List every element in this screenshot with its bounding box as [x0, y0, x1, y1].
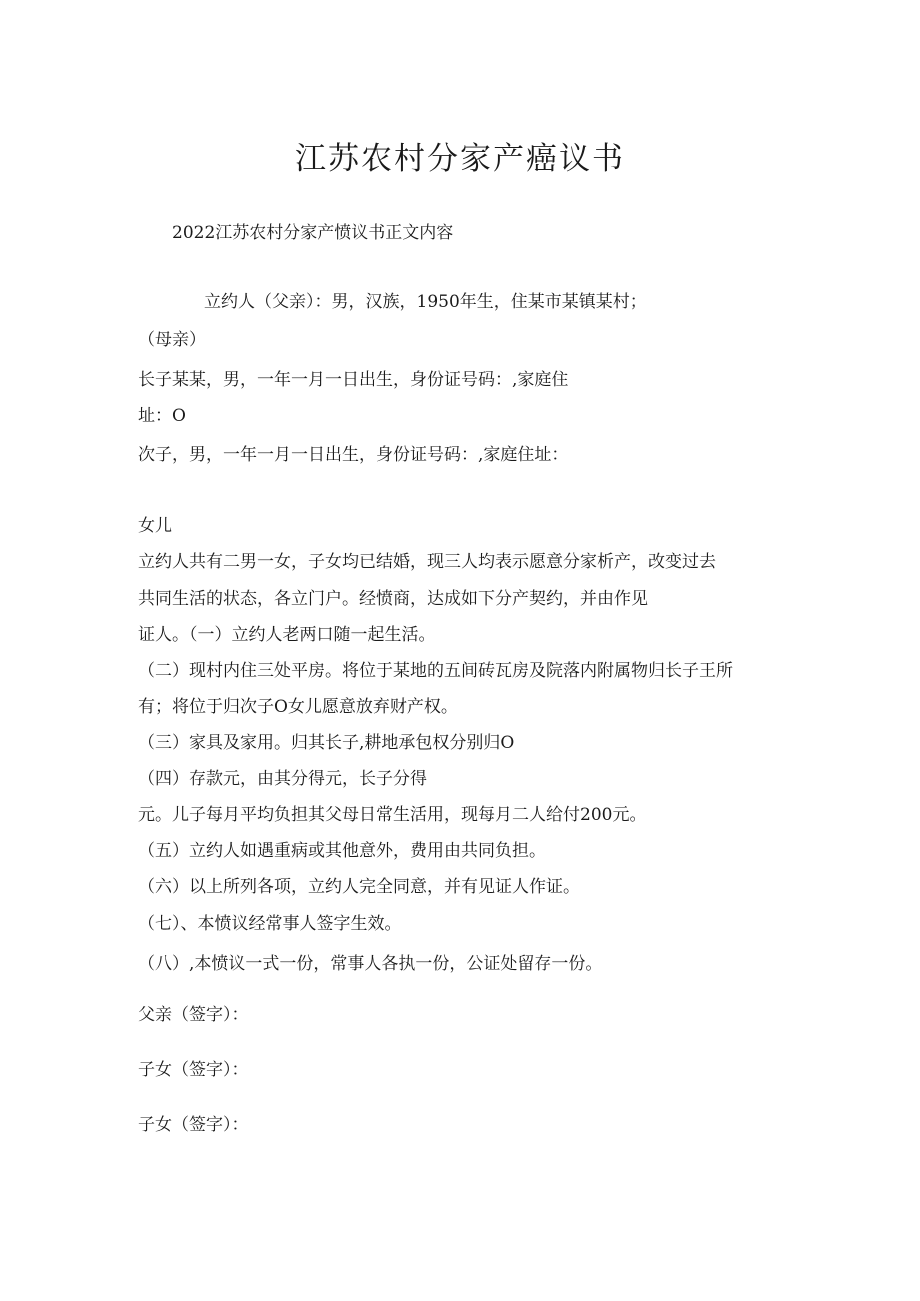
body-line-clause-6: （六）以上所列各项，立约人完全同意，并有见证人作证。 [138, 877, 580, 897]
document-subtitle: 2022江苏农村分家产愤议书正文内容 [172, 223, 454, 243]
body-line-second-son: 次子，男，一年一月一日出生，身份证号码：,家庭住址： [138, 445, 569, 465]
body-line-clause-4-cont: 元。儿子每月平均负担其父母日常生活用，现每月二人给付200元。 [138, 805, 647, 825]
body-line-daughter: 女儿 [138, 516, 172, 536]
body-line-clause-4: （四）存款元，由其分得元，长子分得 [138, 769, 427, 789]
body-line-eldest-son-address: 址：O [138, 406, 186, 426]
body-line-parties: 立约人（父亲）：男，汉族，1950年生，住某市某镇某村； [204, 292, 647, 312]
body-line-clause-2: （二）现村内住三处平房。将位于某地的五间砖瓦房及院落内附属物归长子王所 [138, 661, 733, 681]
document-title: 江苏农村分家产癌议书 [295, 141, 625, 177]
signature-child-1: 子女（签字）： [138, 1060, 249, 1080]
body-line-mother: （母亲） [138, 330, 206, 350]
body-line-clause-1: 证人。（一）立约人老两口随一起生活。 [138, 625, 436, 645]
body-line-clause-5: （五）立约人如遇重病或其他意外，费用由共同负担。 [138, 841, 546, 861]
signature-father: 父亲（签字）： [138, 1005, 249, 1025]
body-line-eldest-son: 长子某某，男，一年一月一日出生，身份证号码：,家庭住 [138, 370, 569, 390]
body-line-clause-2-cont: 有；将位于归次子O女儿愿意放弃财产权。 [138, 697, 458, 717]
body-line-clause-8: （八）,本愤议一式一份，常事人各执一份，公证处留存一份。 [138, 954, 603, 974]
body-line-preamble-2: 共同生活的状态，各立门户。经愤商，达成如下分产契约，并由作见 [138, 589, 648, 609]
body-line-preamble-1: 立约人共有二男一女，子女均已结婚，现三人均表示愿意分家析产，改变过去 [138, 552, 716, 572]
body-line-clause-3: （三）家具及家用。归其长子,耕地承包权分别归O [138, 733, 515, 753]
body-line-clause-7: （七）、本愤议经常事人签字生效。 [138, 914, 402, 934]
signature-child-2: 子女（签字）： [138, 1115, 249, 1135]
